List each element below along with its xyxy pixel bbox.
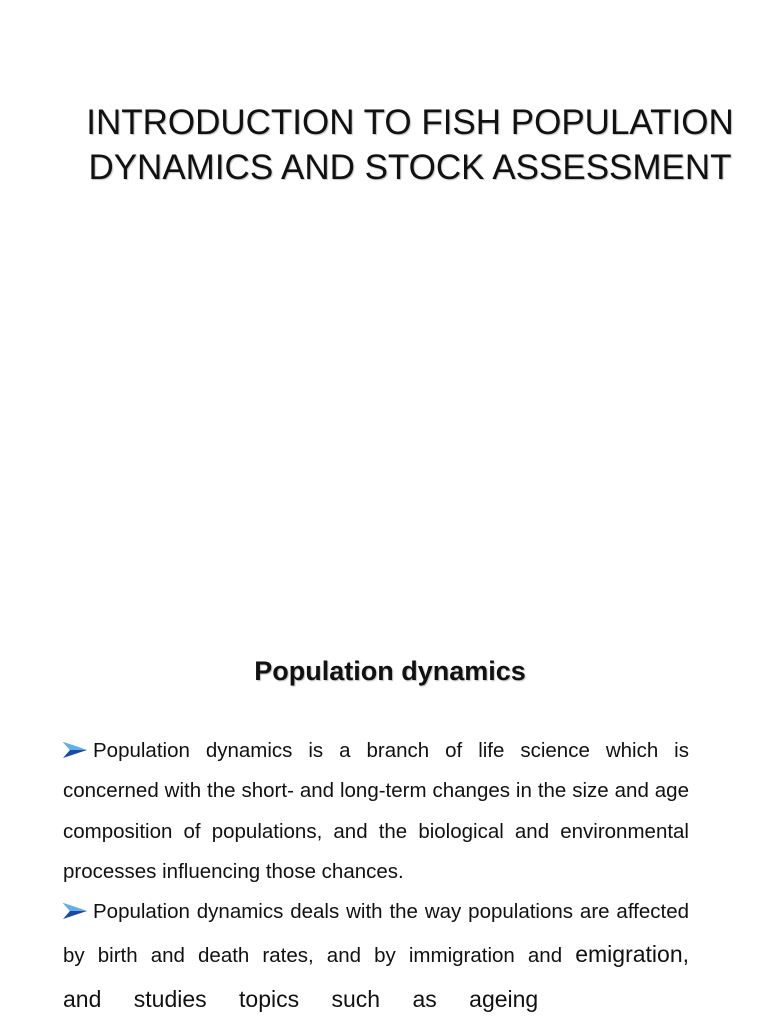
bullet-item-1 — [63, 731, 689, 892]
arrow-bullet-icon — [63, 741, 87, 759]
bullet-text-2-continued: emigration, and studies topics such as ageing — [63, 941, 689, 1013]
bullet-text-1: Population dynamics is a branch of life science which is concerned with the short- and long-term changes in the size and age composition of populations, and the biological and environmental processes influencing those chances. — [63, 739, 689, 883]
arrow-bullet-icon — [63, 902, 87, 920]
bullet-item-2 — [63, 892, 689, 1022]
title-line-2: DYNAMICS AND STOCK ASSESSMENT — [88, 148, 732, 187]
bullet-text-2: Population dynamics deals with the way populations are affected by birth and death rates, and by immigration and — [63, 900, 689, 968]
page-title — [40, 100, 768, 190]
section-heading: Population dynamics — [254, 656, 526, 686]
title-line-1: INTRODUCTION TO FISH POPULATION — [86, 103, 734, 142]
body-text — [63, 731, 689, 1022]
